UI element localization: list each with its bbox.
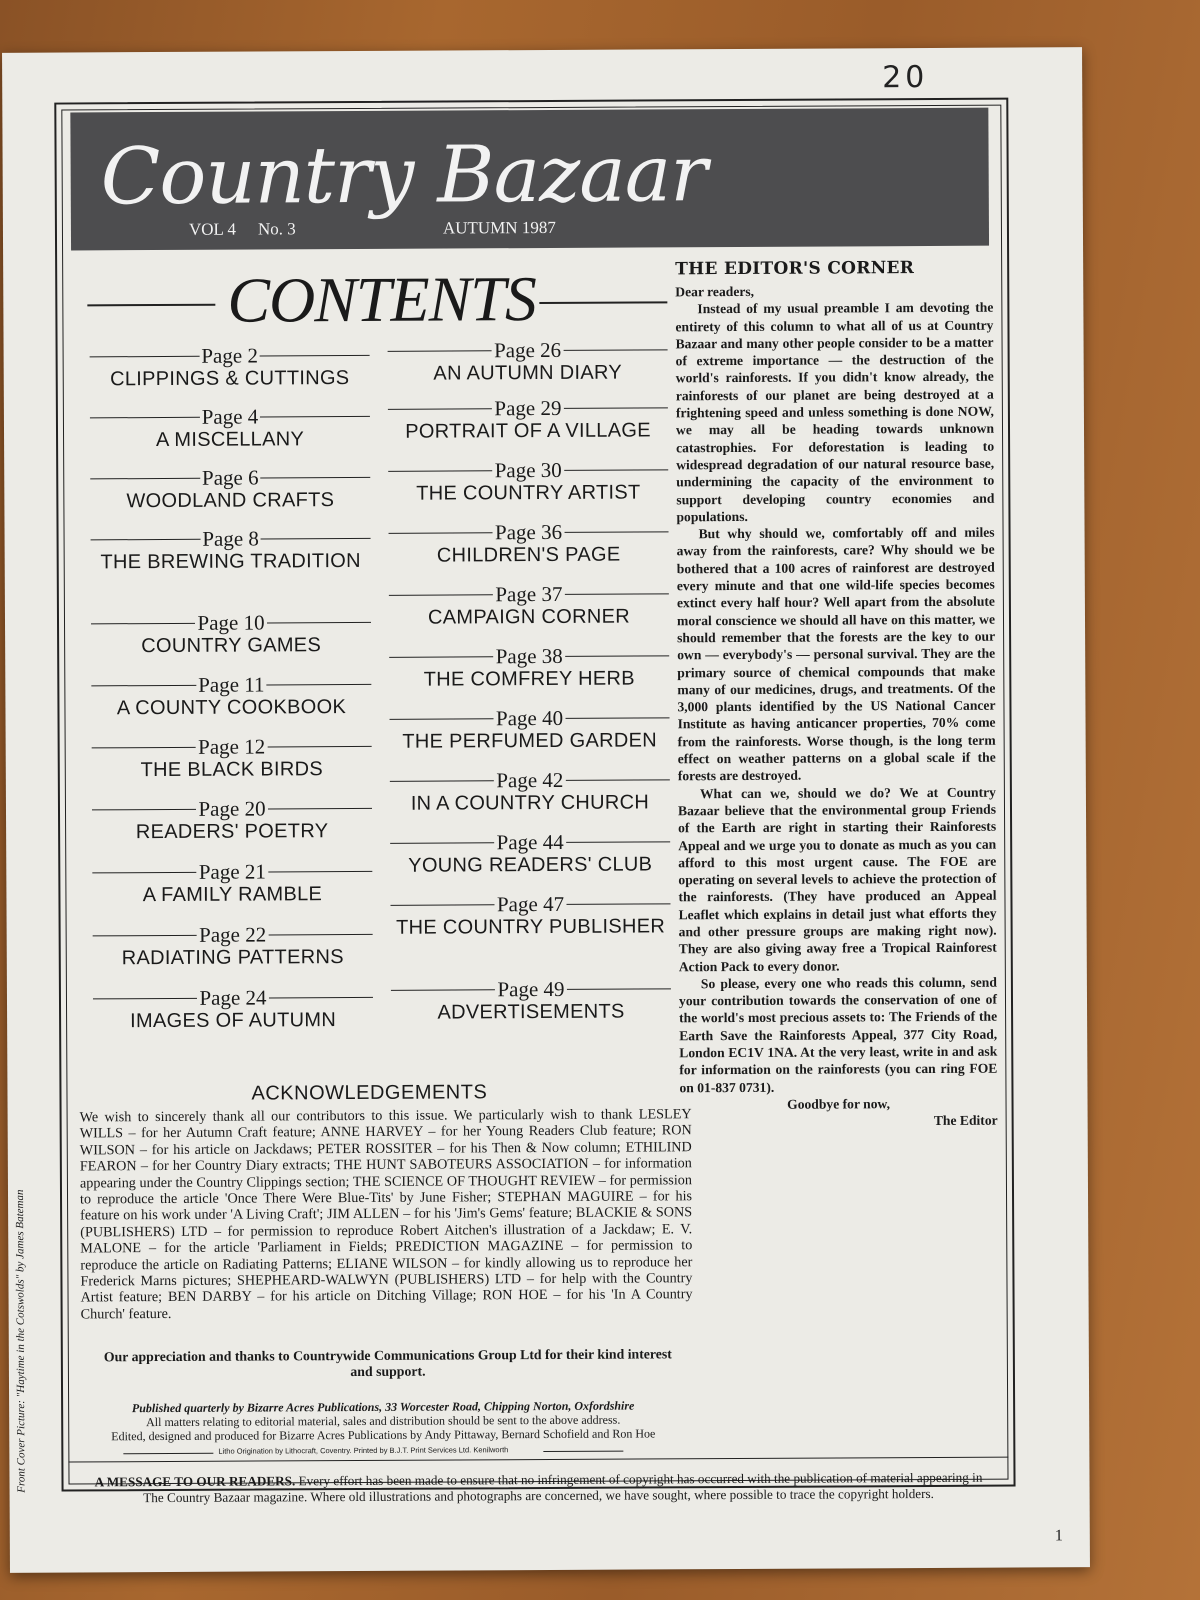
- toc-rule: [390, 718, 494, 720]
- toc-rule: [260, 354, 370, 356]
- toc-rule: [565, 779, 669, 781]
- toc-article-title: THE BREWING TRADITION: [100, 549, 361, 574]
- toc-entry: [93, 985, 373, 1034]
- contents-rule-left: [87, 304, 215, 307]
- toc-page-number: Page 44: [496, 829, 564, 854]
- toc-rule: [90, 477, 200, 479]
- toc-entry: [90, 465, 370, 527]
- contents-rule-right: [539, 301, 667, 304]
- toc-rule: [268, 933, 372, 935]
- toc-rule: [565, 717, 669, 719]
- toc-rule: [268, 807, 372, 809]
- toc-page-number: Page 4: [201, 404, 259, 429]
- toc-rule: [566, 841, 670, 843]
- toc-page-number: Page 42: [496, 767, 564, 792]
- toc-article-title: READERS' POETRY: [135, 820, 329, 844]
- toc-page-number: Page 37: [495, 581, 563, 606]
- toc-rule: [391, 989, 495, 991]
- toc-entry: [91, 672, 371, 735]
- toc-rule: [269, 996, 373, 998]
- toc-entry: [388, 395, 668, 458]
- toc-page-line: [390, 767, 670, 792]
- toc-rule: [565, 655, 669, 657]
- toc-article-title: CHILDREN'S PAGE: [436, 543, 621, 567]
- toc-article-title: A FAMILY RAMBLE: [142, 883, 323, 907]
- editor-signature: The Editor: [933, 1112, 998, 1129]
- toc-page-number: Page 22: [199, 921, 267, 947]
- toc-rule: [90, 416, 200, 418]
- toc-article-title: CAMPAIGN CORNER: [427, 605, 630, 629]
- toc-rule: [563, 407, 667, 409]
- toc-page-number: Page 47: [496, 891, 565, 916]
- toc-article-title: ADVERTISEMENTS: [437, 1000, 625, 1024]
- handwritten-number: 20: [882, 59, 929, 96]
- toc-rule: [92, 808, 196, 810]
- toc-entry: [389, 581, 669, 644]
- page-frame: [54, 98, 1015, 1506]
- toc-page-number: Page 2: [201, 343, 258, 368]
- toc-article-title: WOODLAND CRAFTS: [126, 489, 335, 513]
- toc-page-number: Page 26: [493, 337, 562, 362]
- editors-corner-body: [675, 282, 997, 1131]
- page-number: 1: [1054, 1527, 1063, 1545]
- toc-page-line: [92, 796, 372, 821]
- toc-article-title: THE BLACK BIRDS: [140, 758, 323, 782]
- toc-rule: [268, 870, 372, 872]
- toc-entry: [92, 734, 372, 797]
- toc-entry: [91, 610, 371, 673]
- toc-page-number: Page 49: [497, 976, 565, 1001]
- toc-page-line: [92, 859, 372, 884]
- editor-paragraph-2: But why should we, comfortably off and miles away from the rainforests, care? Why should we be bothered that a 100 acres of rainforest are destroyed every minute and that one wild-life species becomes extinct every half hour? Well apart from the absolute moral conscience we should all have on this matter, we should remember that the forests are the key to our own — everybody's — personal survival. They are the primary source of chemical compounds that make many of our medicines, drugs, and treatments. Of the 3,000 plants identified by the US National Cancer Institute as having anticancer properties, 70% come from the rainforests. Worse though, is the long term effect on weather patterns on a global scale if the forests are destroyed.: [676, 524, 996, 784]
- toc-page-line: [388, 457, 668, 482]
- toc-article-title: THE COUNTRY ARTIST: [416, 481, 641, 505]
- masthead-title: Country Bazaar: [100, 129, 707, 223]
- toc-entry: [390, 767, 670, 830]
- toc-page-line: [91, 610, 371, 635]
- toc-rule: [91, 622, 195, 624]
- toc-entry: [389, 643, 669, 706]
- toc-page-line: [389, 581, 669, 606]
- toc-entry: [389, 705, 669, 768]
- magazine-page: [2, 47, 1090, 1573]
- toc-rule: [388, 408, 492, 410]
- toc-entry: [388, 519, 668, 582]
- toc-rule: [260, 415, 370, 417]
- toc-page-number: Page 6: [201, 465, 259, 490]
- masthead-number: No. 3: [257, 219, 296, 239]
- toc-entry: [388, 457, 668, 520]
- acknowledgements-title: ACKNOWLEDGEMENTS: [251, 1081, 488, 1105]
- toc-entry: [390, 891, 670, 977]
- contents-heading: [87, 261, 667, 334]
- toc-page-line: [90, 343, 370, 368]
- toc-page-line: [90, 465, 370, 490]
- editor-goodbye: Goodbye for now,: [787, 1096, 891, 1112]
- toc-entry: [388, 337, 668, 396]
- toc-page-line: [91, 526, 371, 551]
- toc-page-line: [92, 734, 372, 759]
- toc-rule: [389, 656, 493, 658]
- toc-page-line: [93, 922, 373, 947]
- toc-article-title: THE COMFREY HERB: [423, 667, 635, 691]
- toc-page-number: Page 36: [494, 519, 563, 544]
- toc-article-title: THE PERFUMED GARDEN: [402, 729, 657, 753]
- toc-rule: [92, 871, 196, 873]
- toc-rule: [563, 349, 667, 351]
- toc-article-title: YOUNG READERS' CLUB: [408, 853, 653, 877]
- litho-credit: Litho Origination by Lithocraft, Coventry. Printed by B.J.T. Print Services Ltd. Kenilworth: [218, 1445, 509, 1456]
- toc-page-number: Page 11: [198, 671, 265, 697]
- thanks-note: Our appreciation and thanks to Countrywide Communications Group Ltd for their kind interest and support.: [103, 1346, 672, 1380]
- toc-rule: [261, 476, 371, 478]
- toc-page-number: Page 10: [197, 609, 265, 635]
- toc-rule: [267, 745, 371, 747]
- toc-entry: [92, 796, 372, 860]
- toc-rule: [390, 904, 494, 906]
- toc-article-title: AN AUTUMN DIARY: [433, 361, 623, 385]
- toc-article-title: CLIPPINGS & CUTTINGS: [109, 367, 350, 391]
- cover-picture-credit: Front Cover Picture: "Haytime in the Cotswolds" by James Bateman: [13, 1189, 28, 1493]
- toc-page-number: Page 12: [198, 733, 266, 759]
- toc-page-line: [390, 829, 670, 854]
- editor-paragraph-3: What can we, should we do? We at Country Bazaar believe that the environmental group Friends of the Earth are right in starting their Rainforests Appeal and we urge you to donate as much as you can afford to this most urgent cause. The FOE are operating on several levels to achieve the protection of the rainforests. (They have produced an Appeal Leaflet which explains in detail just what efforts they and other pressure groups are making right now). They are also giving away free a Tropical Rainforest Action Pack to every donor.: [677, 784, 997, 974]
- toc-rule: [92, 746, 196, 748]
- toc-page-line: [388, 395, 668, 420]
- toc-rule: [93, 997, 197, 999]
- toc-rule: [91, 538, 201, 540]
- toc-rule: [261, 537, 371, 539]
- toc-rule: [390, 842, 494, 844]
- toc-entry: [90, 404, 370, 466]
- toc-page-number: Page 29: [494, 395, 562, 420]
- toc-entry: [91, 526, 371, 611]
- toc-article-title: A COUNTY COOKBOOK: [116, 696, 347, 720]
- editor-salutation: Dear readers,: [675, 283, 755, 300]
- toc-entry: [391, 976, 671, 1037]
- toc-entry: [390, 829, 670, 892]
- contents-title: CONTENTS: [227, 263, 537, 336]
- toc-page-number: Page 38: [495, 643, 563, 668]
- toc-page-line: [389, 705, 669, 730]
- toc-page-line: [90, 404, 370, 429]
- toc-right-column: [388, 337, 672, 1037]
- toc-page-line: [391, 976, 671, 1001]
- masthead: [70, 108, 989, 251]
- toc-rule: [90, 355, 200, 357]
- toc-rule: [566, 903, 670, 905]
- toc-rule: [389, 532, 493, 534]
- toc-article-title: THE COUNTRY PUBLISHER: [396, 915, 666, 939]
- toc-article-title: IMAGES OF AUTUMN: [130, 1009, 337, 1033]
- message-to-readers: [83, 1470, 993, 1507]
- toc-rule: [564, 469, 668, 471]
- toc-article-title: A MISCELLANY: [155, 428, 305, 452]
- editors-corner-title: THE EDITOR'S CORNER: [675, 258, 915, 280]
- toc-rule: [267, 621, 371, 623]
- toc-rule: [564, 531, 668, 533]
- toc-rule: [266, 683, 371, 685]
- toc-article-title: IN A COUNTRY CHURCH: [410, 791, 650, 815]
- editor-paragraph-4: So please, every one who reads this column, send your contribution towards the conservation of one of the world's most precious assets to: The Friends of the Earth Save the Rainforests Appeal, 377 City Road, London EC1V 1NA. At the very least, write in and ask for information on the rainforests (you can ring FOE on 01-837 0731).: [678, 974, 998, 1095]
- toc-page-line: [389, 643, 669, 668]
- toc-left-column: [90, 343, 374, 1034]
- toc-article-title: PORTRAIT OF A VILLAGE: [405, 419, 651, 443]
- message-text: Every effort has been made to ensure that no infringement of copyright has occurred with the publication of material appearing in The Country Bazaar magazine. Where old illustrations and photographs are concerned, we have sought, where possible to trace the copyright holders.: [143, 1469, 983, 1506]
- toc-entry: [92, 859, 372, 923]
- publisher-line-1: Published quarterly by Bizarre Acres Publications, 33 Worcester Road, Chipping Norton, Oxfordshire: [131, 1398, 635, 1416]
- toc-rule: [389, 594, 493, 596]
- toc-page-line: [388, 519, 668, 544]
- toc-page-line: [390, 891, 670, 916]
- toc-rule: [566, 988, 670, 990]
- publisher-line-3: Edited, designed and produced for Bizarre Acres Publications by Andy Pittaway, Bernard Schofield and Ron Hoe: [111, 1426, 656, 1444]
- toc-page-number: Page 8: [202, 525, 259, 551]
- toc-entry: [93, 922, 373, 986]
- toc-article-title: COUNTRY GAMES: [141, 634, 322, 658]
- toc-page-line: [91, 672, 371, 697]
- toc-rule: [390, 780, 494, 782]
- toc-rule: [91, 684, 196, 686]
- toc-rule: [93, 934, 197, 936]
- masthead-volume: VOL 4: [188, 219, 237, 239]
- toc-rule: [564, 593, 668, 595]
- toc-page-line: [388, 337, 668, 362]
- toc-page-number: Page 30: [494, 457, 562, 482]
- toc-page-number: Page 20: [198, 795, 266, 821]
- editor-paragraph-1: Instead of my usual preamble I am devoting the entirety of this column to what all of us at Country Bazaar and many other people consider to be a matter of extreme importance — the destruction of the world's rainforests. If you didn't know already, the rainforests of our planet are being destroyed at a frightening speed and unless something is done NOW, we may all be heading towards unknown catastrophies. For deforestation is leading to widespread degradation of our natural resource base, undermining the capacity of the environment to support developing country economies and populations.: [675, 299, 995, 525]
- message-label: A MESSAGE TO OUR READERS.: [94, 1473, 296, 1490]
- acknowledgements-body: We wish to sincerely thank all our contributors to this issue. We particularly wish to thank LESLEY WILLS – for her Autumn Craft feature; ANNE HARVEY – for her Young Readers Club feature; RON WILSON – for his article on Jackdaws; PETER ROSSITER – for his Then & Now column; ETHILIND FEARON – for her Country Diary extracts; THE HUNT SABOTEURS ASSOCIATION – for information appearing under the Country Clippings section; THE SCIENCE OF THOUGHT REVIEW – for permission to reproduce the article 'Once There Were Blue-Tits' by June Fisher; STEPHAN MAGUIRE – for his feature on his work under 'A Living Craft'; JIM ALLEN – for his 'Jim's Gems' feature; BLACKIE & SONS (PUBLISHERS) LTD – for permission to reproduce Robert Aitchen's illustration of a Jackdaw; E. V. MALONE – for the article 'Parliament in Fields; PREDICTION MAGAZINE – for permission to reproduce the article on Radiating Patterns; ELIANE WILSON – for kindly allowing us to reproduce her Frederick Marns pictures; SHEPHEARD-WALWYN (PUBLISHERS) LTD – for help with the Country Artist feature; BEN DARBY – for his article on Ditching Village; RON HOE – for his 'In A Country Church' feature.: [79, 1106, 693, 1323]
- editors-corner: [675, 258, 998, 1131]
- toc-entry: [90, 343, 370, 405]
- publisher-line-2: All matters relating to editorial material, sales and distribution should be sent to the above address.: [146, 1412, 621, 1430]
- toc-page-line: [93, 985, 373, 1010]
- toc-page-number: Page 24: [199, 984, 267, 1010]
- masthead-season: AUTUMN 1987: [442, 217, 556, 238]
- toc-page-number: Page 40: [495, 705, 564, 730]
- toc-page-number: Page 21: [198, 858, 266, 884]
- publisher-info: [73, 1398, 693, 1443]
- toc-rule: [388, 470, 492, 472]
- toc-article-title: RADIATING PATTERNS: [121, 946, 344, 970]
- toc-rule: [388, 350, 492, 352]
